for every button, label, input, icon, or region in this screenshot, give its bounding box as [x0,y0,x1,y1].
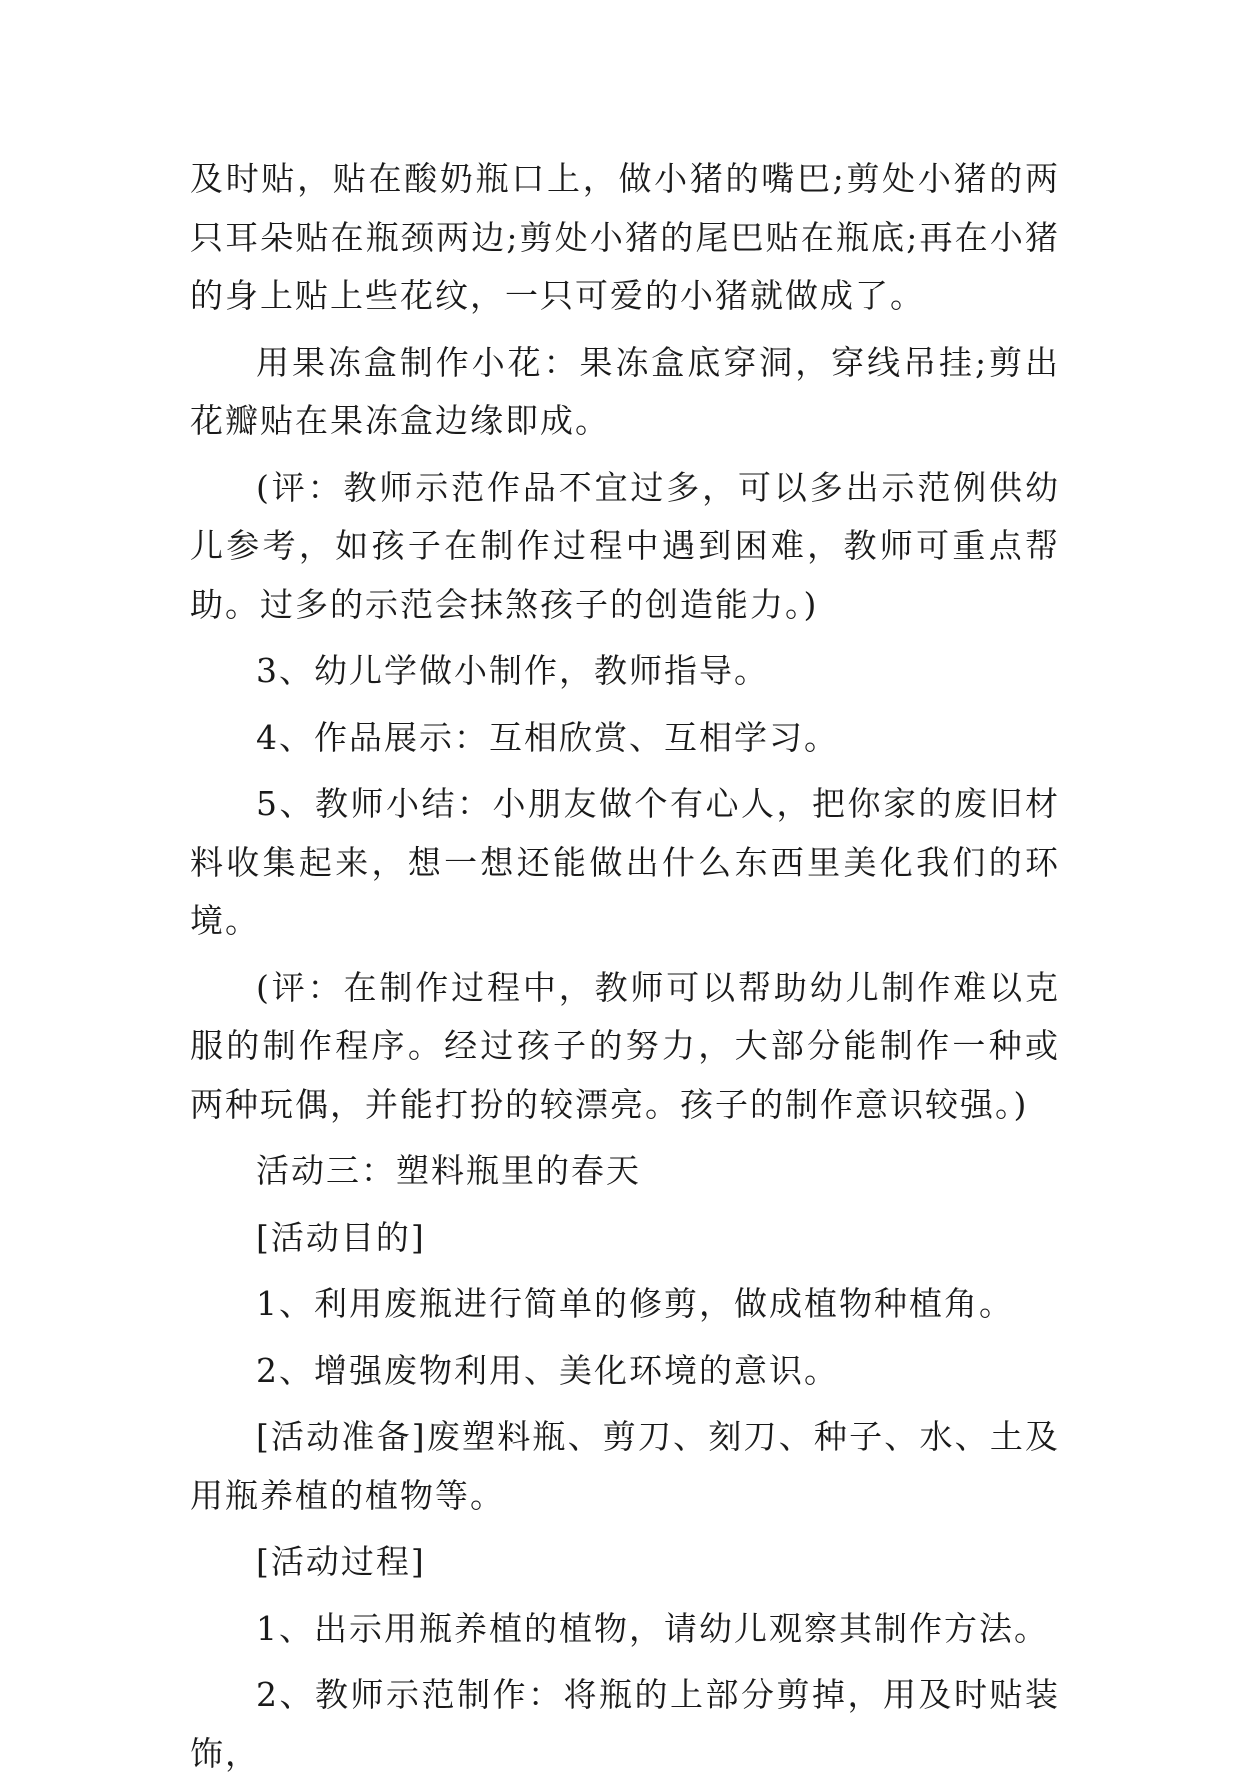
process-item-1: 1、出示用瓶养植的植物，请幼儿观察其制作方法。 [256,1608,1049,1648]
paragraph-step-5: 5、教师小结：小朋友做个有心人，把你家的废旧材料收集起来，想一想还能做出什么东西里美化我们的环境。 [190,784,1060,940]
paragraph-step-4: 4、作品展示：互相欣赏、互相学习。 [256,717,839,757]
paragraph-comment-2: (评：在制作过程中，教师可以帮助幼儿制作难以克服的制作程序。经过孩子的努力，大部分能制作一种或两种玩偶，并能打扮的较漂亮。孩子的制作意识较强。) [190,967,1060,1124]
paragraph-jelly-flower: 用果冻盒制作小花：果冻盒底穿洞，穿线吊挂;剪出花瓣贴在果冻盒边缘即成。 [190,342,1060,440]
paragraph-step-3: 3、幼儿学做小制作，教师指导。 [256,651,769,690]
section-process-heading: [活动过程] [256,1542,426,1581]
goal-item-1: 1、利用废瓶进行简单的修剪，做成植物种植角。 [256,1284,1014,1323]
section-preparation: [活动准备]废塑料瓶、剪刀、刻刀、种子、水、土及用瓶养植的植物等。 [190,1417,1060,1515]
section-goal-heading: [活动目的] [256,1217,426,1257]
activity-heading: 活动三：塑料瓶里的春天 [256,1151,641,1190]
paragraph-comment-1: (评：教师示范作品不宜过多，可以多出示范例供幼儿参考，如孩子在制作过程中遇到困难，教师可重点帮助。过多的示范会抹煞孩子的创造能力。) [190,467,1060,624]
process-item-2: 2、教师示范制作：将瓶的上部分剪掉，用及时贴装饰， [190,1675,1060,1773]
paragraph-continuation: 及时贴，贴在酸奶瓶口上，做小猪的嘴巴;剪处小猪的两只耳朵贴在瓶颈两边;剪处小猪的尾巴贴在瓶底;再在小猪的身上贴上些花纹，一只可爱的小猪就做成了。 [190,159,1060,315]
goal-item-2: 2、增强废物利用、美化环境的意识。 [256,1350,839,1390]
document-body [190,150,1060,1791]
